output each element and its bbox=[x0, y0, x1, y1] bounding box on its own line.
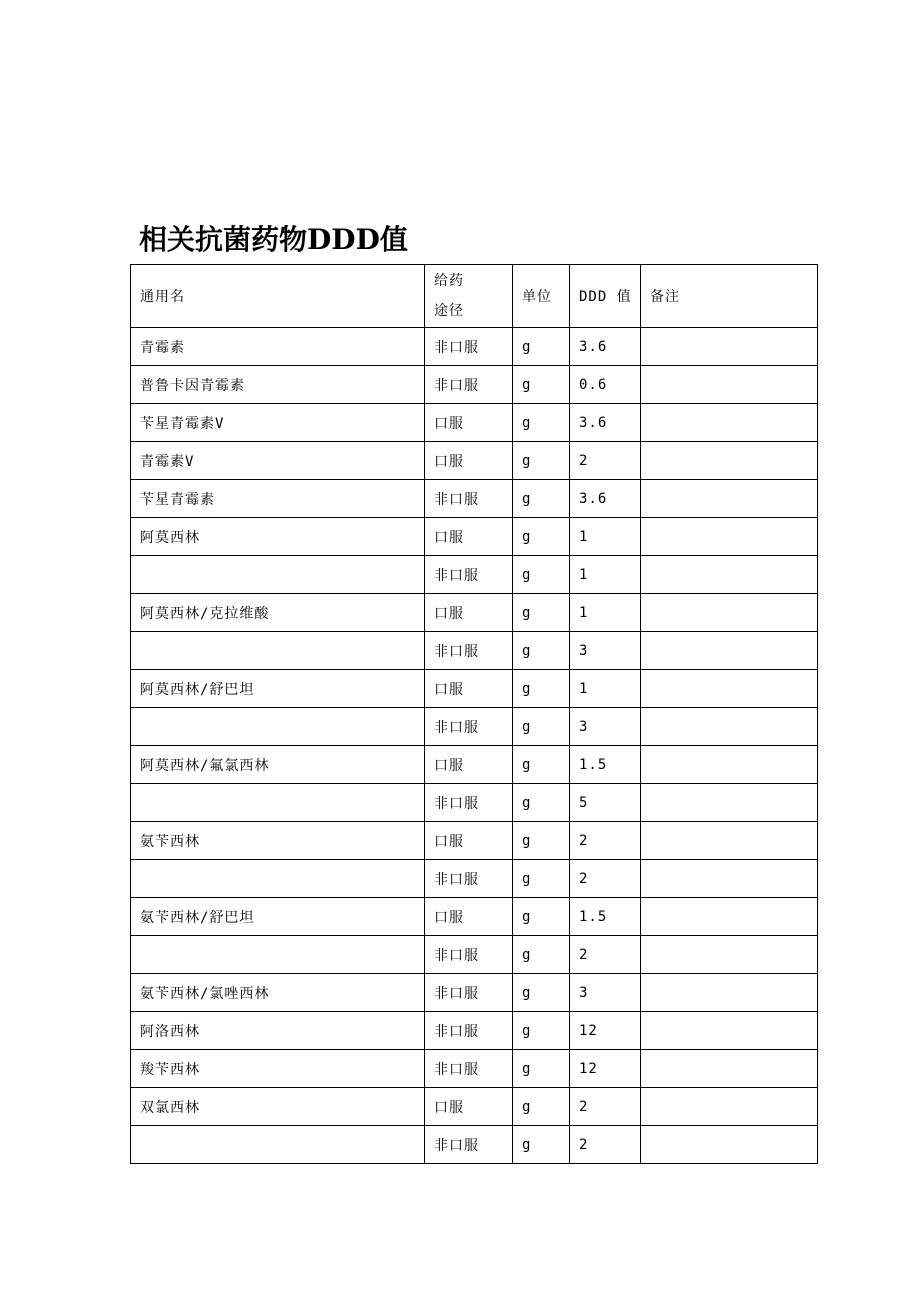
cell-note bbox=[641, 404, 818, 442]
header-route bbox=[425, 265, 513, 328]
table-row bbox=[131, 632, 818, 670]
cell-ddd-value: 1.5 bbox=[570, 746, 641, 784]
cell-route: 口服 bbox=[425, 518, 513, 556]
cell-name: 双氯西林 bbox=[131, 1088, 425, 1126]
table-row bbox=[131, 670, 818, 708]
cell-route: 非口服 bbox=[425, 328, 513, 366]
cell-ddd-value: 3 bbox=[570, 708, 641, 746]
cell-route: 口服 bbox=[425, 1088, 513, 1126]
cell-name: 氨苄西林/氯唑西林 bbox=[131, 974, 425, 1012]
cell-name bbox=[131, 936, 425, 974]
cell-route: 非口服 bbox=[425, 366, 513, 404]
cell-ddd-value: 3 bbox=[570, 974, 641, 1012]
cell-note bbox=[641, 822, 818, 860]
cell-note bbox=[641, 518, 818, 556]
cell-ddd-value: 3 bbox=[570, 632, 641, 670]
cell-note bbox=[641, 480, 818, 518]
header-route-line1: 给药 bbox=[434, 273, 464, 289]
cell-note bbox=[641, 632, 818, 670]
table-row bbox=[131, 366, 818, 404]
table-row bbox=[131, 594, 818, 632]
cell-note bbox=[641, 442, 818, 480]
cell-route: 非口服 bbox=[425, 860, 513, 898]
cell-route: 非口服 bbox=[425, 556, 513, 594]
cell-route: 非口服 bbox=[425, 1126, 513, 1164]
cell-route: 非口服 bbox=[425, 936, 513, 974]
table-row bbox=[131, 556, 818, 594]
table-row bbox=[131, 480, 818, 518]
cell-ddd-value: 3.6 bbox=[570, 328, 641, 366]
cell-note bbox=[641, 594, 818, 632]
page-title: 相关抗菌药物DDD值 bbox=[139, 223, 408, 256]
cell-unit: g bbox=[513, 1050, 570, 1088]
table-row bbox=[131, 936, 818, 974]
cell-note bbox=[641, 366, 818, 404]
cell-note bbox=[641, 670, 818, 708]
cell-note bbox=[641, 1012, 818, 1050]
header-ddd: DDD 值 bbox=[570, 265, 641, 328]
header-unit: 单位 bbox=[513, 265, 570, 328]
cell-ddd-value: 1 bbox=[570, 556, 641, 594]
cell-ddd-value: 12 bbox=[570, 1050, 641, 1088]
cell-unit: g bbox=[513, 860, 570, 898]
cell-name: 阿莫西林/克拉维酸 bbox=[131, 594, 425, 632]
cell-route: 非口服 bbox=[425, 974, 513, 1012]
cell-note bbox=[641, 556, 818, 594]
cell-name: 青霉素V bbox=[131, 442, 425, 480]
cell-route: 口服 bbox=[425, 746, 513, 784]
cell-ddd-value: 1 bbox=[570, 518, 641, 556]
cell-route: 非口服 bbox=[425, 632, 513, 670]
cell-unit: g bbox=[513, 708, 570, 746]
table-row bbox=[131, 442, 818, 480]
cell-ddd-value: 2 bbox=[570, 936, 641, 974]
cell-unit: g bbox=[513, 1126, 570, 1164]
cell-route: 口服 bbox=[425, 822, 513, 860]
table-row bbox=[131, 1012, 818, 1050]
cell-route: 口服 bbox=[425, 898, 513, 936]
cell-ddd-value: 0.6 bbox=[570, 366, 641, 404]
table-row bbox=[131, 860, 818, 898]
cell-ddd-value: 5 bbox=[570, 784, 641, 822]
cell-unit: g bbox=[513, 936, 570, 974]
cell-unit: g bbox=[513, 898, 570, 936]
cell-unit: g bbox=[513, 1012, 570, 1050]
cell-ddd-value: 2 bbox=[570, 442, 641, 480]
table-row bbox=[131, 1126, 818, 1164]
cell-name: 阿莫西林/舒巴坦 bbox=[131, 670, 425, 708]
table-row bbox=[131, 746, 818, 784]
cell-name: 青霉素 bbox=[131, 328, 425, 366]
cell-ddd-value: 1.5 bbox=[570, 898, 641, 936]
cell-ddd-value: 12 bbox=[570, 1012, 641, 1050]
cell-name: 阿莫西林/氟氯西林 bbox=[131, 746, 425, 784]
cell-unit: g bbox=[513, 328, 570, 366]
cell-route: 非口服 bbox=[425, 784, 513, 822]
cell-ddd-value: 1 bbox=[570, 670, 641, 708]
cell-name: 氨苄西林 bbox=[131, 822, 425, 860]
cell-name: 阿洛西林 bbox=[131, 1012, 425, 1050]
cell-name bbox=[131, 632, 425, 670]
cell-ddd-value: 3.6 bbox=[570, 480, 641, 518]
cell-ddd-value: 2 bbox=[570, 1126, 641, 1164]
cell-route: 口服 bbox=[425, 404, 513, 442]
table-row bbox=[131, 784, 818, 822]
cell-unit: g bbox=[513, 518, 570, 556]
cell-route: 口服 bbox=[425, 594, 513, 632]
cell-note bbox=[641, 936, 818, 974]
cell-ddd-value: 2 bbox=[570, 822, 641, 860]
cell-unit: g bbox=[513, 594, 570, 632]
cell-name: 苄星青霉素V bbox=[131, 404, 425, 442]
cell-unit: g bbox=[513, 974, 570, 1012]
table-row bbox=[131, 822, 818, 860]
cell-unit: g bbox=[513, 556, 570, 594]
cell-note bbox=[641, 898, 818, 936]
cell-route: 非口服 bbox=[425, 1050, 513, 1088]
cell-note bbox=[641, 974, 818, 1012]
cell-note bbox=[641, 1050, 818, 1088]
cell-note bbox=[641, 860, 818, 898]
cell-name: 阿莫西林 bbox=[131, 518, 425, 556]
cell-name: 苄星青霉素 bbox=[131, 480, 425, 518]
cell-unit: g bbox=[513, 442, 570, 480]
cell-note bbox=[641, 708, 818, 746]
header-name: 通用名 bbox=[131, 265, 425, 328]
cell-ddd-value: 1 bbox=[570, 594, 641, 632]
cell-route: 非口服 bbox=[425, 480, 513, 518]
cell-route: 非口服 bbox=[425, 1012, 513, 1050]
table-row bbox=[131, 974, 818, 1012]
cell-name: 羧苄西林 bbox=[131, 1050, 425, 1088]
cell-name bbox=[131, 860, 425, 898]
cell-route: 非口服 bbox=[425, 708, 513, 746]
table-row bbox=[131, 1050, 818, 1088]
table-row bbox=[131, 404, 818, 442]
cell-name bbox=[131, 1126, 425, 1164]
cell-ddd-value: 2 bbox=[570, 860, 641, 898]
cell-ddd-value: 2 bbox=[570, 1088, 641, 1126]
cell-name: 氨苄西林/舒巴坦 bbox=[131, 898, 425, 936]
cell-note bbox=[641, 1126, 818, 1164]
cell-name: 普鲁卡因青霉素 bbox=[131, 366, 425, 404]
ddd-table-body bbox=[131, 265, 818, 1164]
cell-unit: g bbox=[513, 1088, 570, 1126]
table-row bbox=[131, 328, 818, 366]
table-row bbox=[131, 1088, 818, 1126]
cell-unit: g bbox=[513, 670, 570, 708]
cell-note bbox=[641, 1088, 818, 1126]
cell-name bbox=[131, 708, 425, 746]
cell-note bbox=[641, 746, 818, 784]
table-row bbox=[131, 518, 818, 556]
header-note: 备注 bbox=[641, 265, 818, 328]
cell-name bbox=[131, 556, 425, 594]
cell-unit: g bbox=[513, 404, 570, 442]
cell-unit: g bbox=[513, 366, 570, 404]
cell-note bbox=[641, 784, 818, 822]
cell-note bbox=[641, 328, 818, 366]
cell-unit: g bbox=[513, 632, 570, 670]
cell-name bbox=[131, 784, 425, 822]
cell-unit: g bbox=[513, 746, 570, 784]
cell-route: 口服 bbox=[425, 670, 513, 708]
table-row bbox=[131, 708, 818, 746]
header-route-line2: 途径 bbox=[434, 303, 464, 319]
cell-unit: g bbox=[513, 822, 570, 860]
table-row bbox=[131, 898, 818, 936]
cell-route: 口服 bbox=[425, 442, 513, 480]
table-header-row bbox=[131, 265, 818, 328]
cell-unit: g bbox=[513, 784, 570, 822]
ddd-table bbox=[130, 264, 818, 1164]
cell-unit: g bbox=[513, 480, 570, 518]
cell-ddd-value: 3.6 bbox=[570, 404, 641, 442]
